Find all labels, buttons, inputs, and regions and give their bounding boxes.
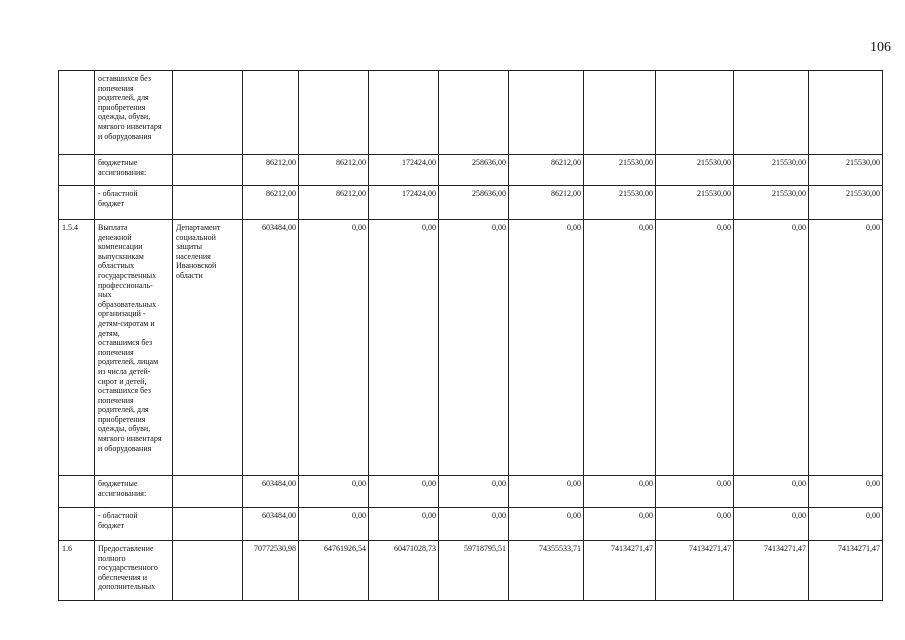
value-cell: 86212,00 <box>509 155 584 186</box>
value-cell: 74134271,47 <box>584 541 656 601</box>
value-cell <box>299 71 369 155</box>
value-cell <box>509 71 584 155</box>
value-cell: 0,00 <box>439 476 509 508</box>
value-cell: 0,00 <box>369 508 439 541</box>
value-cell: 59718795,51 <box>439 541 509 601</box>
value-cell: 0,00 <box>509 508 584 541</box>
row-name-cell: Выплата денежной компенсации выпускникам областных государственных профессиональ- ных образовательных организаций - детям-сиротам и детям, оставшимся без попечения родителей, лицам из числа детей- сирот и детей, оставшихся без попечения родителей, для приобретения одежды, обуви, мягкого инвентаря и оборудования <box>95 220 173 476</box>
value-cell: 86212,00 <box>509 186 584 220</box>
value-cell: 74134271,47 <box>809 541 883 601</box>
value-cell: 70772530,98 <box>243 541 299 601</box>
value-cell: 215530,00 <box>656 155 734 186</box>
value-cell <box>656 71 734 155</box>
table-row <box>59 220 883 476</box>
value-cell: 215530,00 <box>584 155 656 186</box>
row-executor-cell <box>173 186 243 220</box>
row-executor-cell: Департамент социальной защиты населения Ивановской области <box>173 220 243 476</box>
value-cell: 74134271,47 <box>734 541 809 601</box>
value-cell: 215530,00 <box>656 186 734 220</box>
value-cell: 215530,00 <box>809 186 883 220</box>
value-cell: 0,00 <box>439 220 509 476</box>
value-cell: 0,00 <box>369 220 439 476</box>
value-cell: 215530,00 <box>734 186 809 220</box>
value-cell: 86212,00 <box>299 155 369 186</box>
value-cell: 0,00 <box>584 476 656 508</box>
value-cell <box>734 71 809 155</box>
value-cell: 0,00 <box>509 476 584 508</box>
row-name-cell: оставшихся без попечения родителей, для приобретения одежды, обуви, мягкого инвентаря и оборудования <box>95 71 173 155</box>
value-cell: 86212,00 <box>243 155 299 186</box>
value-cell: 0,00 <box>299 476 369 508</box>
row-executor-cell <box>173 155 243 186</box>
table-row <box>59 71 883 155</box>
value-cell: 64761926,54 <box>299 541 369 601</box>
table-row <box>59 541 883 601</box>
value-cell: 86212,00 <box>243 186 299 220</box>
value-cell: 0,00 <box>656 508 734 541</box>
value-cell: 0,00 <box>299 508 369 541</box>
value-cell: 215530,00 <box>584 186 656 220</box>
row-number-cell <box>59 476 95 508</box>
value-cell <box>584 71 656 155</box>
row-name-cell: бюджетные ассигнования: <box>95 155 173 186</box>
row-name-cell: Предоставление полного государственного обеспечения и дополнительных <box>95 541 173 601</box>
value-cell <box>439 71 509 155</box>
value-cell: 0,00 <box>734 476 809 508</box>
value-cell: 0,00 <box>809 476 883 508</box>
value-cell <box>369 71 439 155</box>
value-cell: 86212,00 <box>299 186 369 220</box>
value-cell: 74134271,47 <box>656 541 734 601</box>
table-row <box>59 476 883 508</box>
value-cell: 215530,00 <box>734 155 809 186</box>
value-cell <box>809 71 883 155</box>
value-cell: 258636,00 <box>439 186 509 220</box>
row-number-cell <box>59 71 95 155</box>
value-cell: 172424,00 <box>369 186 439 220</box>
value-cell: 0,00 <box>809 220 883 476</box>
value-cell: 74355533,71 <box>509 541 584 601</box>
value-cell: 0,00 <box>734 508 809 541</box>
value-cell: 215530,00 <box>809 155 883 186</box>
value-cell: 172424,00 <box>369 155 439 186</box>
value-cell: 0,00 <box>439 508 509 541</box>
value-cell: 0,00 <box>584 220 656 476</box>
page-number: 106 <box>870 40 891 55</box>
value-cell: 603484,00 <box>243 476 299 508</box>
row-name-cell: - областной бюджет <box>95 508 173 541</box>
value-cell <box>243 71 299 155</box>
row-executor-cell <box>173 476 243 508</box>
value-cell: 0,00 <box>734 220 809 476</box>
row-number-cell: 1.5.4 <box>59 220 95 476</box>
row-executor-cell <box>173 71 243 155</box>
table-body <box>59 71 883 601</box>
row-number-cell <box>59 186 95 220</box>
row-number-cell <box>59 508 95 541</box>
row-executor-cell <box>173 508 243 541</box>
value-cell: 0,00 <box>584 508 656 541</box>
value-cell: 0,00 <box>509 220 584 476</box>
value-cell: 258636,00 <box>439 155 509 186</box>
value-cell: 0,00 <box>299 220 369 476</box>
value-cell: 60471028,73 <box>369 541 439 601</box>
row-number-cell <box>59 155 95 186</box>
row-name-cell: бюджетные ассигнования: <box>95 476 173 508</box>
value-cell: 0,00 <box>656 220 734 476</box>
value-cell: 0,00 <box>809 508 883 541</box>
table-row <box>59 186 883 220</box>
row-number-cell: 1.6 <box>59 541 95 601</box>
row-name-cell: - областной бюджет <box>95 186 173 220</box>
budget-table <box>58 70 883 601</box>
table-row <box>59 508 883 541</box>
row-executor-cell <box>173 541 243 601</box>
value-cell: 603484,00 <box>243 508 299 541</box>
value-cell: 0,00 <box>369 476 439 508</box>
value-cell: 0,00 <box>656 476 734 508</box>
value-cell: 603484,00 <box>243 220 299 476</box>
table-row <box>59 155 883 186</box>
